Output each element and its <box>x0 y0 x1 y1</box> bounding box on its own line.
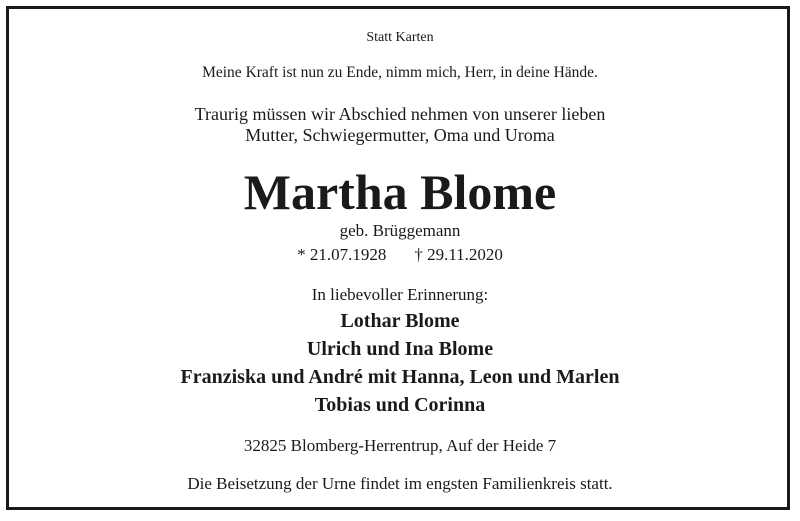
life-dates <box>0 245 800 265</box>
death-date: † 29.11.2020 <box>414 245 503 264</box>
deceased-name: Martha Blome <box>243 164 557 220</box>
mourner-line: Lothar Blome <box>340 310 460 332</box>
motto-text: Meine Kraft ist nun zu Ende, nimm mich, Herr, in deine Hände. <box>202 64 598 81</box>
mourner-line: Franziska und André mit Hanna, Leon und Marlen <box>180 366 620 388</box>
memorial-intro: In liebevoller Erinnerung: <box>311 285 489 304</box>
birth-date: * 21.07.1928 <box>297 245 387 264</box>
address-text: 32825 Blomberg-Herrentrup, Auf der Heide 7 <box>243 436 557 455</box>
intro-line-1: Traurig müssen wir Abschied nehmen von unserer lieben <box>194 104 606 124</box>
mourner-line: Tobias und Corinna <box>314 394 486 416</box>
mourner-line: Ulrich und Ina Blome <box>306 338 494 360</box>
birth-name: geb. Brüggemann <box>339 221 461 240</box>
header-text: Statt Karten <box>366 30 434 45</box>
intro-line-2: Mutter, Schwiegermutter, Oma und Uroma <box>245 125 555 145</box>
funeral-note: Die Beisetzung der Urne findet im engsten Familienkreis statt. <box>187 474 613 493</box>
